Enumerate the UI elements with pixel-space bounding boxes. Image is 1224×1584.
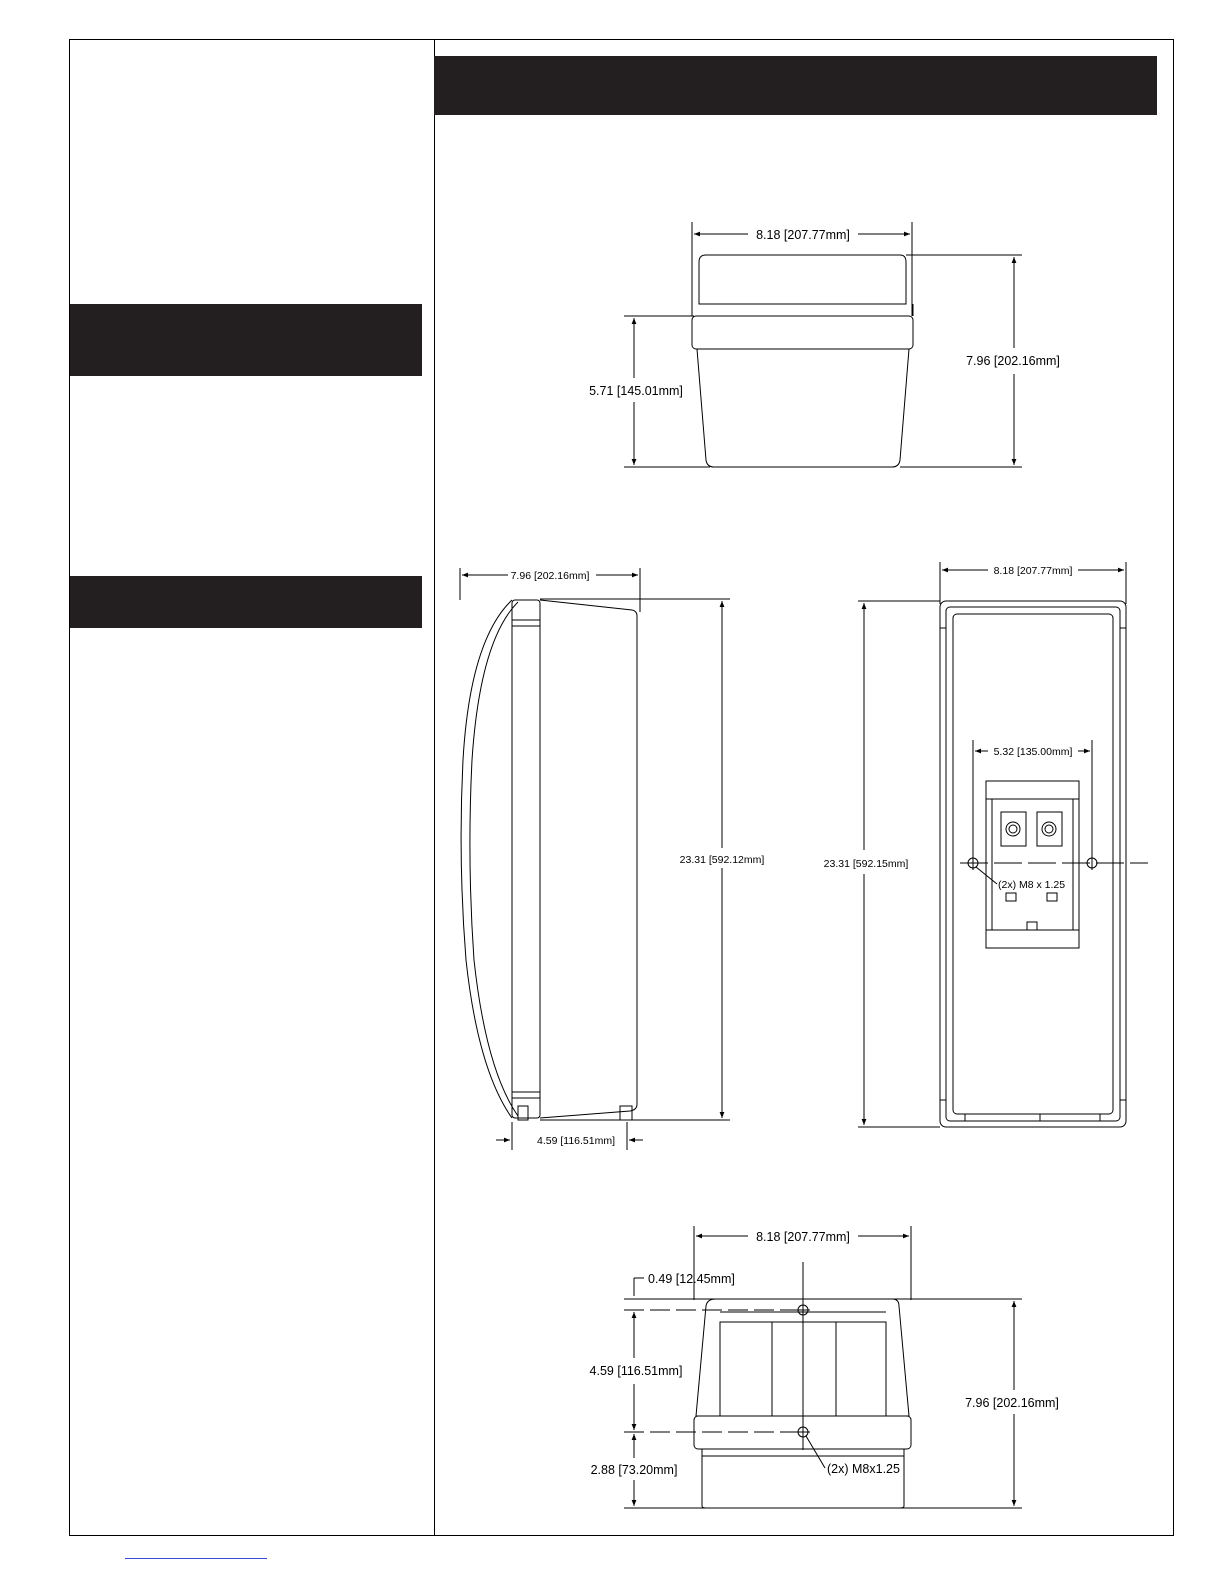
bottom-view-lower-label: 2.88 [73.20mm] (590, 1463, 678, 1477)
back-view-length-label: 23.31 [592.15mm] (823, 858, 909, 870)
side-view-length-label: 23.31 [592.12mm] (679, 854, 765, 866)
back-view-width-label: 8.18 [207.77mm] (993, 565, 1073, 577)
bottom-view-bolt-spacing-label: 4.59 [116.51mm] (589, 1364, 683, 1378)
side-view-mount-label: 4.59 [116.51mm] (536, 1135, 616, 1147)
back-view-bolt-label: (2x) M8 x 1.25 (998, 879, 1066, 891)
bottom-view-width-label: 8.18 [207.77mm] (756, 1230, 850, 1244)
top-view-width-label: 8.18 [207.77mm] (756, 228, 850, 242)
bottom-view-height-label: 7.96 [202.16mm] (965, 1396, 1059, 1410)
back-view-bolt-spacing-label: 5.32 [135.00mm] (993, 746, 1073, 758)
back-view (824, 562, 1148, 1127)
bottom-view-bolt-label: (2x) M8x1.25 (827, 1462, 900, 1476)
side-view (460, 568, 764, 1150)
side-view-depth-label: 7.96 [202.16mm] (510, 570, 590, 582)
top-view (589, 222, 1060, 467)
top-view-lower-height-label: 5.71 [145.01mm] (589, 384, 683, 398)
bottom-view (590, 1226, 1059, 1508)
top-view-height-label: 7.96 [202.16mm] (966, 354, 1060, 368)
bottom-view-offset-label: 0.49 [12.45mm] (648, 1272, 735, 1286)
